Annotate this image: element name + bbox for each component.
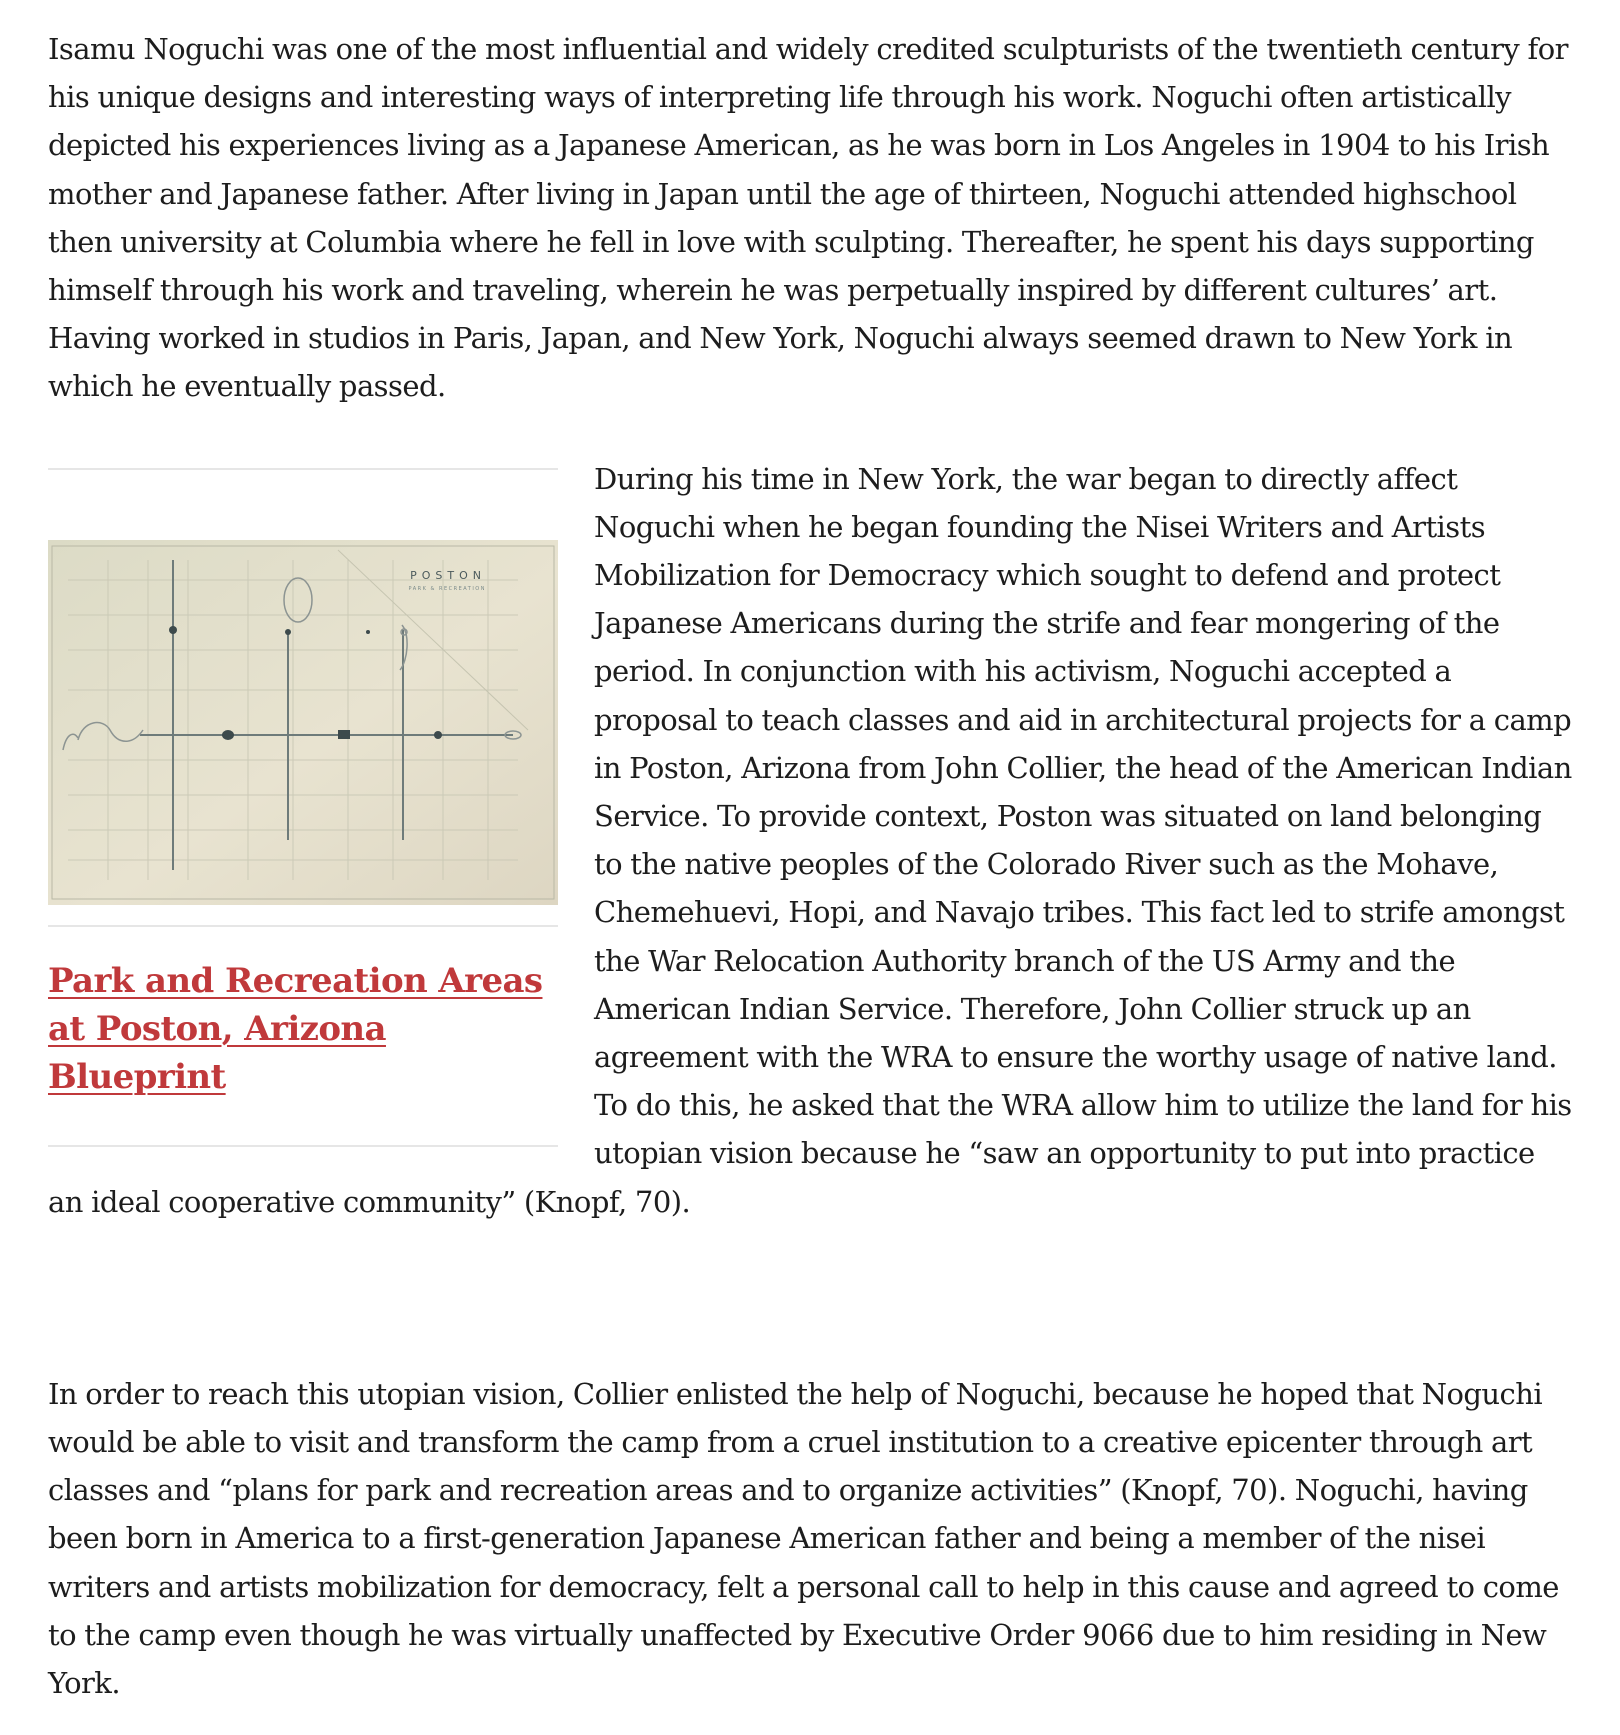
figure-card	[48, 468, 558, 1147]
blueprint-subtitle: PARK & RECREATION	[408, 585, 486, 592]
figure-wrap-section	[48, 455, 1572, 1226]
blueprint-image[interactable]	[48, 540, 558, 905]
paragraph-noguchi-call: In order to reach this utopian vision, Collier enlisted the help of Noguchi, because he hoped that Noguchi would be able to visit and transform the camp from a cruel institution to a creative epicenter through art classes and “plans for park and recreation areas and to organize activities” (Knopf, 70). Noguchi, having been born in America to a first-generation Japanese American father and being a member of the nisei writers and artists mobilization for democracy, felt a personal call to help in this cause and agreed to come to the camp even though he was virtually unaffected by Executive Order 9066 due to him residing in New York.	[48, 1376, 1559, 1701]
figure-caption-link[interactable]: Park and Recreation Areas at Poston, Arizona Blueprint	[48, 960, 543, 1097]
paragraph-intro: Isamu Noguchi was one of the most influential and widely credited sculpturists of the twentieth century for his unique designs and interesting ways of interpreting life through his work. Noguchi often artistically depicted his experiences living as a Japanese American, as he was born in Los Angeles in 1904 to his Irish mother and Japanese father. After living in Japan until the age of thirteen, Noguchi attended highschool then university at Columbia where he fell in love with sculpting. Thereafter, he spent his days supporting himself through his work and traveling, wherein he was perpetually inspired by different cultures’ art. Having worked in studios in Paris, Japan, and New York, Noguchi always seemed drawn to New York in which he eventually passed.	[48, 32, 1568, 404]
blueprint-title: POSTON	[410, 568, 486, 582]
paragraph-collier-context: During his time in New York, the war began to directly affect Noguchi when he began founding the Nisei Writers and Artists Mobilization for Democracy which sought to defend and protect Japanese Americans during the strife and fear mongering of the period. In conjunction with his activism, Noguchi accepted a proposal to teach classes and aid in architectural projects for a camp in Poston, Arizona from John Collier, the head of the American Indian Service. To provide context, Poston was situated on land belonging to the native peoples of the Colorado River such as the Mohave, Chemehuevi, Hopi, and Navajo tribes. This fact led to strife amongst the War Relocation Authority branch of the US Army and the American Indian Service. Therefore, John Collier struck up an agreement with the WRA to ensure the worthy usage of native land. To do this, he asked that the WRA allow him to utilize the land for his utopian vision because he “saw an opportunity to put into practice an ideal cooperative community” (Knopf, 70).	[48, 461, 1572, 1219]
figure-divider	[48, 925, 558, 927]
